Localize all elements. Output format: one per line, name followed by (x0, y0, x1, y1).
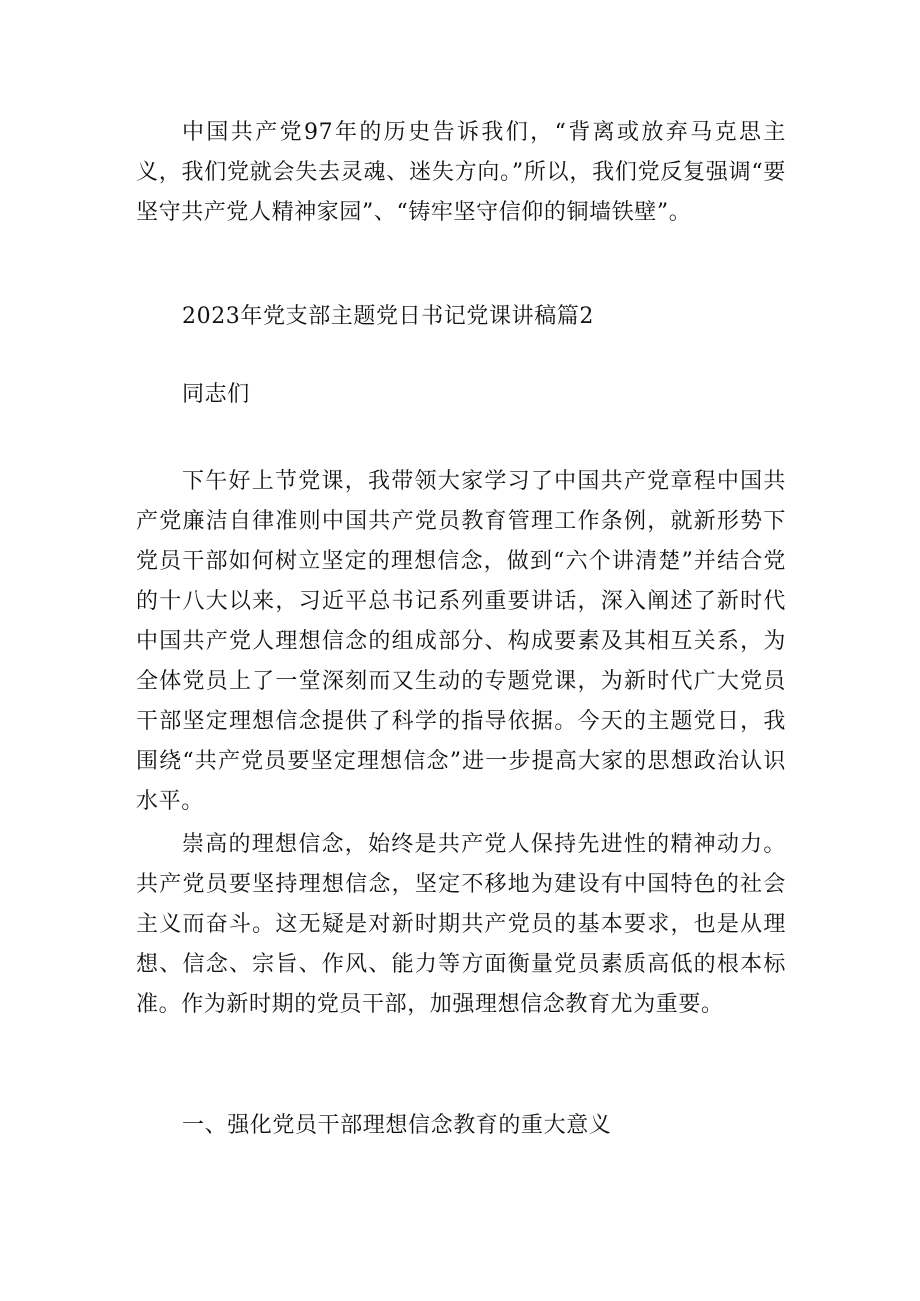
section-heading-significance: 一、强化党员干部理想信念教育的重大意义 (182, 1113, 612, 1138)
paragraph-party-history: 中国共产党97年的历史告诉我们，“背离或放弃马克思主义，我们党就会失去灵魂、迷失方向。”所以，我们党反复强调“要坚守共产党人精神家园”、“铸牢坚守信仰的铜墙铁壁”。 (136, 120, 786, 225)
paragraph-previous-lecture: 下午好上节党课，我带领大家学习了中国共产党章程中国共产党廉洁自律准则中国共产党员教育管理工作条例，就新形势下党员干部如何树立坚定的理想信念，做到“六个讲清楚”并结合党的十八大以来，习近平总书记系列重要讲话，深入阐述了新时代中国共产党人理想信念的组成部分、构成要素及其相互关系，为全体党员上了一堂深刻而又生动的专题党课，为新时代广大党员干部坚定理想信念提供了科学的指导依据。今天的主题党日，我围绕“共产党员要坚定理想信念”进一步提高大家的思想政治认识水平。 (136, 469, 786, 814)
paragraph-lofty-ideals: 崇高的理想信念，始终是共产党人保持先进性的精神动力。共产党员要坚持理想信念，坚定不移地为建设有中国特色的社会主义而奋斗。这无疑是对新时期共产党员的基本要求，也是从理想、信念、宗旨、作风、能力等方面衡量党员素质高低的根本标准。作为新时期的党员干部，加强理想信念教育尤为重要。 (136, 832, 786, 1017)
greeting-comrades: 同志们 (182, 382, 250, 407)
section-heading-speech-title: 2023年党支部主题党日书记党课讲稿篇2 (182, 304, 594, 329)
